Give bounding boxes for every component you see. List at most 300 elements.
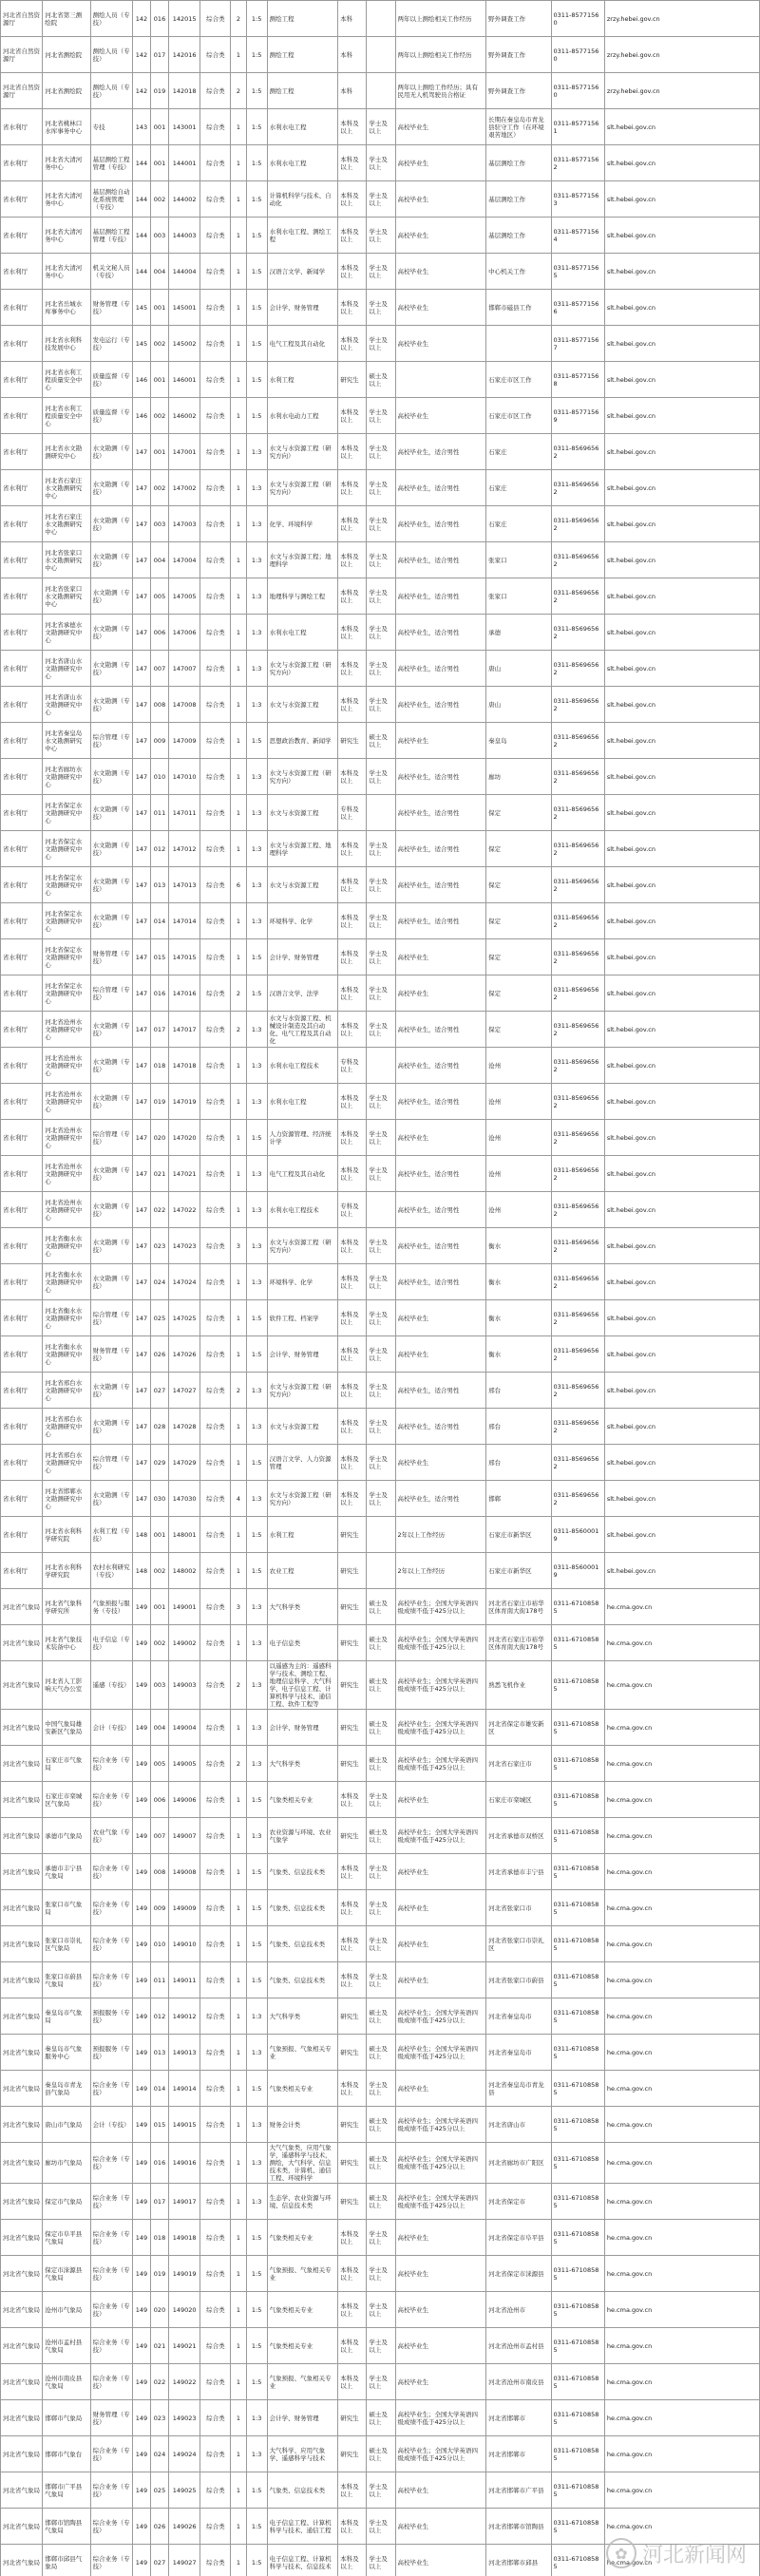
cell-position: 综合业务（专技） xyxy=(90,2256,132,2292)
cell-unit: 河北省邢台水文勘测研究中心 xyxy=(43,1409,90,1445)
cell-website: slt.hebei.gov.cn xyxy=(604,145,759,181)
cell-remarks: 河北省保定市 xyxy=(486,2184,551,2220)
cell-ratio: 1:3 xyxy=(246,1156,267,1192)
cell-unit: 河北省气象技术装备中心 xyxy=(43,1625,90,1661)
cell-position-code: 144002 xyxy=(169,181,200,218)
cell-other-requirements: 高校毕业生 xyxy=(395,2220,486,2256)
cell-department: 河北省气象局 xyxy=(1,1661,43,1710)
cell-position: 水文勘测（专技） xyxy=(90,1228,132,1264)
cell-phone: 0311-67108585 xyxy=(551,2545,604,2576)
cell-website: slt.hebei.gov.cn xyxy=(604,1445,759,1481)
cell-exam-type: 综合类 xyxy=(200,1336,231,1373)
cell-exam-type: 综合类 xyxy=(200,2472,231,2509)
cell-unit: 河北省张家口水文勘测研究中心 xyxy=(43,578,90,615)
cell-department: 省水利厅 xyxy=(1,1517,43,1553)
cell-other-requirements: 高校毕业生；全国大学英语四级成绩不低于425分以上 xyxy=(395,2035,486,2071)
cell-other-requirements: 两年以上测绘工作经历；具有民用无人机驾驶员合格证 xyxy=(395,73,486,109)
cell-degree: 学士及以上 xyxy=(367,687,395,723)
cell-unit: 秦皇岛市气象服务中心 xyxy=(43,2035,90,2071)
cell-ratio: 1:3 xyxy=(246,470,267,506)
cell-remarks: 邢台 xyxy=(486,1445,551,1481)
cell-department: 省水利厅 xyxy=(1,578,43,615)
cell-degree: 学士及以上 xyxy=(367,759,395,795)
cell-phone: 0311-67108585 xyxy=(551,2256,604,2292)
cell-hire-count: 1 xyxy=(231,2545,246,2576)
cell-unit: 河北省衡水水文勘测研究中心 xyxy=(43,1300,90,1336)
table-row xyxy=(1,1782,760,1818)
cell-position-code: 149024 xyxy=(169,2436,200,2472)
table-row xyxy=(1,37,760,73)
cell-exam-type: 综合类 xyxy=(200,1818,231,1854)
cell-unit: 河北省承德水文勘测研究中心 xyxy=(43,615,90,651)
cell-unit-code: 149 xyxy=(132,2364,150,2400)
cell-education: 研究生 xyxy=(338,1589,367,1625)
cell-unit-code: 147 xyxy=(132,1084,150,1120)
cell-position-seq: 002 xyxy=(150,470,168,506)
cell-ratio: 1:5 xyxy=(246,1782,267,1818)
cell-other-requirements: 高校毕业生 xyxy=(395,2509,486,2545)
cell-degree: 学士及以上 xyxy=(367,1926,395,1962)
cell-website: slt.hebei.gov.cn xyxy=(604,1120,759,1156)
cell-department: 河北省气象局 xyxy=(1,2071,43,2107)
cell-education: 本科及以上 xyxy=(338,434,367,470)
cell-position: 综合业务（专技） xyxy=(90,2545,132,2576)
cell-position: 水文勘测（专技） xyxy=(90,759,132,795)
cell-position: 水文勘测（专技） xyxy=(90,1012,132,1048)
cell-department: 省水利厅 xyxy=(1,218,43,254)
cell-major: 汉语言文学、人力资源管理 xyxy=(267,1445,337,1481)
cell-department: 河北省气象局 xyxy=(1,2400,43,2436)
cell-other-requirements: 高校毕业生，适合男性 xyxy=(395,470,486,506)
table-row xyxy=(1,326,760,362)
cell-major: 水文与水资源工程；地理科学 xyxy=(267,542,337,578)
cell-position-seq: 001 xyxy=(150,362,168,398)
cell-remarks: 沧州 xyxy=(486,1120,551,1156)
cell-phone: 0311-67108585 xyxy=(551,2509,604,2545)
cell-major: 地理科学与测绘工程 xyxy=(267,578,337,615)
cell-unit-code: 143 xyxy=(132,109,150,145)
cell-unit-code: 147 xyxy=(132,1373,150,1409)
cell-phone: 0311-85771569 xyxy=(551,398,604,434)
cell-other-requirements: 高校毕业生 xyxy=(395,254,486,290)
table-row xyxy=(1,109,760,145)
cell-position-code: 143001 xyxy=(169,109,200,145)
cell-exam-type: 综合类 xyxy=(200,218,231,254)
cell-unit-code: 149 xyxy=(132,1854,150,1890)
table-row xyxy=(1,1818,760,1854)
table-row xyxy=(1,218,760,254)
cell-unit-code: 147 xyxy=(132,903,150,939)
table-row xyxy=(1,542,760,578)
cell-other-requirements: 高校毕业生，适合男性 xyxy=(395,1264,486,1300)
cell-position-code: 147024 xyxy=(169,1264,200,1300)
table-row xyxy=(1,831,760,867)
cell-remarks: 河北省张家口市 xyxy=(486,1890,551,1926)
cell-ratio: 1:5 xyxy=(246,1120,267,1156)
cell-other-requirements: 高校毕业生 xyxy=(395,1962,486,1998)
cell-position-code: 149026 xyxy=(169,2509,200,2545)
cell-major: 会计学、财务管理 xyxy=(267,1336,337,1373)
cell-department: 河北省气象局 xyxy=(1,1625,43,1661)
cell-remarks: 石家庄市区工作 xyxy=(486,362,551,398)
cell-other-requirements: 高校毕业生；全国大学英语四级成绩不低于425分以上 xyxy=(395,1710,486,1746)
cell-position: 会计（专技） xyxy=(90,1710,132,1746)
cell-ratio: 1:5 xyxy=(246,254,267,290)
cell-unit-code: 147 xyxy=(132,1120,150,1156)
table-row xyxy=(1,1,760,37)
cell-major: 水文与水资源工程（研究方向） xyxy=(267,470,337,506)
cell-position: 水文勘测（专技） xyxy=(90,1373,132,1409)
cell-position-code: 149027 xyxy=(169,2545,200,2576)
cell-education: 本科及以上 xyxy=(338,1962,367,1998)
cell-position: 综合业务（专技） xyxy=(90,2071,132,2107)
cell-ratio: 1:5 xyxy=(246,1517,267,1553)
cell-degree: 学士及以上 xyxy=(367,1120,395,1156)
cell-major: 大气科学类 xyxy=(267,1746,337,1782)
cell-unit-code: 145 xyxy=(132,290,150,326)
cell-position-code: 147028 xyxy=(169,1409,200,1445)
cell-position: 遥感（专技） xyxy=(90,1661,132,1710)
cell-degree: 学士及以上 xyxy=(367,1228,395,1264)
cell-other-requirements: 高校毕业生 xyxy=(395,939,486,975)
cell-degree: 学士及以上 xyxy=(367,1373,395,1409)
cell-hire-count: 1 xyxy=(231,434,246,470)
cell-ratio: 1:5 xyxy=(246,181,267,218)
cell-phone: 0311-67108585 xyxy=(551,2035,604,2071)
cell-position: 测绘人员（专技） xyxy=(90,37,132,73)
cell-degree: 学士及以上 xyxy=(367,975,395,1012)
cell-position-code: 146002 xyxy=(169,398,200,434)
cell-remarks: 河北省石家庄市裕华区体育南大街178号 xyxy=(486,1625,551,1661)
table-row xyxy=(1,1710,760,1746)
cell-education: 专科及以上 xyxy=(338,1048,367,1084)
cell-other-requirements: 高校毕业生 xyxy=(395,398,486,434)
cell-degree: 学士及以上 xyxy=(367,434,395,470)
cell-hire-count: 1 xyxy=(231,2292,246,2328)
cell-department: 省水利厅 xyxy=(1,109,43,145)
cell-hire-count: 1 xyxy=(231,218,246,254)
cell-website: slt.hebei.gov.cn xyxy=(604,542,759,578)
cell-website: he.cma.gov.cn xyxy=(604,1962,759,1998)
cell-education: 本科及以上 xyxy=(338,578,367,615)
table-row xyxy=(1,939,760,975)
cell-hire-count: 1 xyxy=(231,181,246,218)
cell-phone: 0311-85696562 xyxy=(551,1445,604,1481)
cell-position-seq: 001 xyxy=(150,1517,168,1553)
cell-unit: 河北省大清河务中心 xyxy=(43,218,90,254)
cell-major: 气象类相关专业 xyxy=(267,2292,337,2328)
cell-education: 研究生 xyxy=(338,2400,367,2436)
cell-hire-count: 1 xyxy=(231,254,246,290)
cell-hire-count: 1 xyxy=(231,1625,246,1661)
cell-education: 本科及以上 xyxy=(338,1084,367,1120)
cell-hire-count: 1 xyxy=(231,1782,246,1818)
cell-website: slt.hebei.gov.cn xyxy=(604,975,759,1012)
cell-unit: 河北省沧州水文勘测研究中心 xyxy=(43,1084,90,1120)
cell-ratio: 1:3 xyxy=(246,506,267,542)
cell-position-seq: 006 xyxy=(150,615,168,651)
cell-phone: 0311-85696562 xyxy=(551,867,604,903)
cell-other-requirements: 高校毕业生，适合男性 xyxy=(395,1084,486,1120)
cell-exam-type: 综合类 xyxy=(200,1084,231,1120)
cell-position-seq: 019 xyxy=(150,73,168,109)
cell-other-requirements: 高校毕业生，适合男性 xyxy=(395,1012,486,1048)
cell-position-code: 149004 xyxy=(169,1710,200,1746)
cell-department: 省水利厅 xyxy=(1,1120,43,1156)
cell-degree: 硕士及以上 xyxy=(367,1625,395,1661)
cell-position: 农村水利研究（专技） xyxy=(90,1553,132,1589)
cell-major: 汉语言文学、新闻学 xyxy=(267,254,337,290)
cell-website: slt.hebei.gov.cn xyxy=(604,1336,759,1373)
cell-remarks: 保定 xyxy=(486,1012,551,1048)
cell-position: 综合业务（专技） xyxy=(90,1854,132,1890)
cell-major: 水文与水资源工程 xyxy=(267,687,337,723)
cell-website: he.cma.gov.cn xyxy=(604,1746,759,1782)
cell-unit: 沧州市孟村县气象局 xyxy=(43,2328,90,2364)
cell-education: 本科及以上 xyxy=(338,1854,367,1890)
cell-phone: 0311-85696562 xyxy=(551,1228,604,1264)
cell-degree xyxy=(367,73,395,109)
cell-hire-count: 2 xyxy=(231,1746,246,1782)
cell-website: slt.hebei.gov.cn xyxy=(604,434,759,470)
cell-remarks: 衡水 xyxy=(486,1264,551,1300)
cell-department: 省水利厅 xyxy=(1,470,43,506)
cell-hire-count: 1 xyxy=(231,1156,246,1192)
cell-remarks: 河北省保定市阜平县 xyxy=(486,2220,551,2256)
cell-unit: 河北省唐山水文勘测研究中心 xyxy=(43,651,90,687)
cell-department: 河北省气象局 xyxy=(1,1746,43,1782)
cell-website: slt.hebei.gov.cn xyxy=(604,795,759,831)
cell-ratio: 1:5 xyxy=(246,218,267,254)
cell-exam-type: 综合类 xyxy=(200,290,231,326)
table-row xyxy=(1,578,760,615)
cell-department: 河北省气象局 xyxy=(1,2364,43,2400)
table-row xyxy=(1,1336,760,1373)
table-row xyxy=(1,362,760,398)
cell-ratio: 1:3 xyxy=(246,687,267,723)
cell-exam-type: 综合类 xyxy=(200,1589,231,1625)
cell-position-code: 147007 xyxy=(169,651,200,687)
table-row xyxy=(1,1481,760,1517)
cell-major: 环境科学、化学 xyxy=(267,1264,337,1300)
cell-education: 本科及以上 xyxy=(338,939,367,975)
cell-department: 河北省气象局 xyxy=(1,2472,43,2509)
cell-website: he.cma.gov.cn xyxy=(604,1661,759,1710)
cell-position-code: 147027 xyxy=(169,1373,200,1409)
table-row xyxy=(1,290,760,326)
cell-position: 综合业务（专技） xyxy=(90,1746,132,1782)
cell-unit: 河北省水利工程质量安全中心 xyxy=(43,362,90,398)
cell-department: 省水利厅 xyxy=(1,1336,43,1373)
cell-unit-code: 147 xyxy=(132,795,150,831)
cell-remarks: 石家庄 xyxy=(486,470,551,506)
cell-major: 大气科学类 xyxy=(267,1589,337,1625)
cell-position-code: 149010 xyxy=(169,1926,200,1962)
cell-degree: 学士及以上 xyxy=(367,2472,395,2509)
cell-remarks: 沧州 xyxy=(486,1192,551,1228)
cell-exam-type: 综合类 xyxy=(200,1746,231,1782)
cell-position: 预报服务（专技） xyxy=(90,1998,132,2035)
cell-education: 本科及以上 xyxy=(338,1336,367,1373)
cell-remarks: 河北省廊坊市广阳区 xyxy=(486,2143,551,2184)
cell-exam-type: 综合类 xyxy=(200,759,231,795)
cell-remarks: 石家庄 xyxy=(486,434,551,470)
cell-ratio: 1:3 xyxy=(246,795,267,831)
cell-department: 河北省自然资源厅 xyxy=(1,73,43,109)
cell-ratio: 1:5 xyxy=(246,2545,267,2576)
cell-position-seq: 007 xyxy=(150,1818,168,1854)
cell-ratio: 1:5 xyxy=(246,1,267,37)
cell-remarks: 熟悉飞机作业 xyxy=(486,1661,551,1710)
cell-ratio: 1:5 xyxy=(246,723,267,759)
cell-unit-code: 149 xyxy=(132,1818,150,1854)
cell-position-seq: 024 xyxy=(150,2436,168,2472)
table-row xyxy=(1,1854,760,1890)
cell-website: slt.hebei.gov.cn xyxy=(604,1084,759,1120)
cell-website: he.cma.gov.cn xyxy=(604,2472,759,2509)
cell-hire-count: 1 xyxy=(231,2107,246,2143)
cell-department: 省水利厅 xyxy=(1,1012,43,1048)
cell-website: slt.hebei.gov.cn xyxy=(604,578,759,615)
cell-hire-count: 1 xyxy=(231,2143,246,2184)
cell-other-requirements: 高校毕业生，适合男性 xyxy=(395,687,486,723)
cell-position-code: 147018 xyxy=(169,1048,200,1084)
cell-other-requirements: 两年以上测绘相关工作经历 xyxy=(395,1,486,37)
cell-hire-count: 1 xyxy=(231,542,246,578)
cell-unit: 河北省水利工程质量安全中心 xyxy=(43,398,90,434)
cell-education: 本科及以上 xyxy=(338,2220,367,2256)
cell-hire-count: 1 xyxy=(231,2035,246,2071)
cell-degree: 学士及以上 xyxy=(367,1012,395,1048)
cell-remarks: 衡水 xyxy=(486,1228,551,1264)
cell-ratio: 1:3 xyxy=(246,1048,267,1084)
cell-website: he.cma.gov.cn xyxy=(604,1890,759,1926)
cell-website: he.cma.gov.cn xyxy=(604,2071,759,2107)
cell-unit-code: 149 xyxy=(132,2220,150,2256)
cell-exam-type: 综合类 xyxy=(200,470,231,506)
cell-unit: 唐山市气象局 xyxy=(43,2107,90,2143)
cell-degree: 硕士及以上 xyxy=(367,1589,395,1625)
cell-exam-type: 综合类 xyxy=(200,2256,231,2292)
cell-exam-type: 综合类 xyxy=(200,1228,231,1264)
cell-position-seq: 026 xyxy=(150,2509,168,2545)
cell-education: 本科及以上 xyxy=(338,254,367,290)
cell-degree xyxy=(367,1192,395,1228)
cell-position-code: 149012 xyxy=(169,1998,200,2035)
cell-website: he.cma.gov.cn xyxy=(604,2364,759,2400)
cell-website: slt.hebei.gov.cn xyxy=(604,1481,759,1517)
cell-department: 省水利厅 xyxy=(1,615,43,651)
cell-position-code: 149021 xyxy=(169,2328,200,2364)
cell-position: 农业气象（专技） xyxy=(90,1818,132,1854)
cell-ratio: 1:5 xyxy=(246,1553,267,1589)
cell-department: 河北省气象局 xyxy=(1,1926,43,1962)
cell-position-code: 147005 xyxy=(169,578,200,615)
cell-department: 省水利厅 xyxy=(1,434,43,470)
cell-website: he.cma.gov.cn xyxy=(604,2143,759,2184)
cell-degree: 硕士及以上 xyxy=(367,2436,395,2472)
cell-degree: 学士及以上 xyxy=(367,109,395,145)
cell-exam-type: 综合类 xyxy=(200,37,231,73)
cell-position-seq: 005 xyxy=(150,1746,168,1782)
cell-degree: 学士及以上 xyxy=(367,398,395,434)
cell-major: 水文与水资源工程 xyxy=(267,1409,337,1445)
paw-logo-icon: ✿ xyxy=(606,2538,636,2568)
cell-phone: 0311-85696562 xyxy=(551,506,604,542)
cell-ratio: 1:3 xyxy=(246,831,267,867)
cell-website: slt.hebei.gov.cn xyxy=(604,1156,759,1192)
cell-remarks: 张家口 xyxy=(486,578,551,615)
cell-unit-code: 142 xyxy=(132,1,150,37)
cell-unit-code: 149 xyxy=(132,2436,150,2472)
cell-remarks: 河北省秦皇岛市青龙县 xyxy=(486,2071,551,2107)
cell-position-seq: 002 xyxy=(150,326,168,362)
cell-position-code: 149007 xyxy=(169,1818,200,1854)
cell-other-requirements: 高校毕业生，适合男性 xyxy=(395,1373,486,1409)
cell-unit-code: 147 xyxy=(132,1336,150,1373)
table-row xyxy=(1,2364,760,2400)
cell-other-requirements: 高校毕业生 xyxy=(395,1782,486,1818)
cell-education: 研究生 xyxy=(338,2184,367,2220)
table-row xyxy=(1,2035,760,2071)
cell-position-seq: 004 xyxy=(150,254,168,290)
cell-remarks: 基层测绘工作 xyxy=(486,218,551,254)
cell-position: 水文勘测（专技） xyxy=(90,1048,132,1084)
cell-degree: 学士及以上 xyxy=(367,1300,395,1336)
cell-unit-code: 147 xyxy=(132,1300,150,1336)
cell-position: 综合管理（专技） xyxy=(90,1445,132,1481)
cell-other-requirements: 2年以上工作经历 xyxy=(395,1553,486,1589)
cell-unit: 河北省保定水文勘测研究中心 xyxy=(43,831,90,867)
cell-major: 电气工程及其自动化 xyxy=(267,326,337,362)
cell-unit-code: 149 xyxy=(132,1962,150,1998)
cell-ratio: 1:3 xyxy=(246,1589,267,1625)
cell-degree: 硕士及以上 xyxy=(367,2107,395,2143)
cell-department: 省水利厅 xyxy=(1,398,43,434)
cell-website: slt.hebei.gov.cn xyxy=(604,218,759,254)
cell-unit: 河北省沧州水文勘测研究中心 xyxy=(43,1192,90,1228)
cell-major: 水文与水资源工程（研究方向） xyxy=(267,1373,337,1409)
cell-major: 水利水电工程 xyxy=(267,145,337,181)
cell-exam-type: 综合类 xyxy=(200,723,231,759)
cell-position-code: 147021 xyxy=(169,1156,200,1192)
cell-hire-count: 1 xyxy=(231,1084,246,1120)
cell-department: 河北省气象局 xyxy=(1,1710,43,1746)
cell-education: 本科及以上 xyxy=(338,903,367,939)
cell-unit: 石家庄市气象局 xyxy=(43,1746,90,1782)
cell-degree: 硕士及以上 xyxy=(367,723,395,759)
cell-phone: 0311-85696562 xyxy=(551,615,604,651)
cell-education: 本科及以上 xyxy=(338,1012,367,1048)
cell-position-code: 149025 xyxy=(169,2472,200,2509)
cell-education: 本科及以上 xyxy=(338,1481,367,1517)
cell-website: slt.hebei.gov.cn xyxy=(604,1228,759,1264)
cell-hire-count: 1 xyxy=(231,1409,246,1445)
cell-remarks: 河北省沧州市 xyxy=(486,2292,551,2328)
cell-unit: 保定市气象局 xyxy=(43,2184,90,2220)
cell-hire-count: 1 xyxy=(231,1048,246,1084)
cell-position-seq: 003 xyxy=(150,218,168,254)
cell-major: 电子信息类 xyxy=(267,1625,337,1661)
cell-department: 河北省自然资源厅 xyxy=(1,37,43,73)
cell-major: 思想政治教育、新闻学 xyxy=(267,723,337,759)
cell-other-requirements: 高校毕业生 xyxy=(395,2256,486,2292)
cell-position: 综合业务（专技） xyxy=(90,2509,132,2545)
cell-hire-count: 2 xyxy=(231,1012,246,1048)
cell-other-requirements: 高校毕业生，适合男性 xyxy=(395,831,486,867)
cell-unit-code: 148 xyxy=(132,1517,150,1553)
cell-phone: 0311-67108585 xyxy=(551,2220,604,2256)
